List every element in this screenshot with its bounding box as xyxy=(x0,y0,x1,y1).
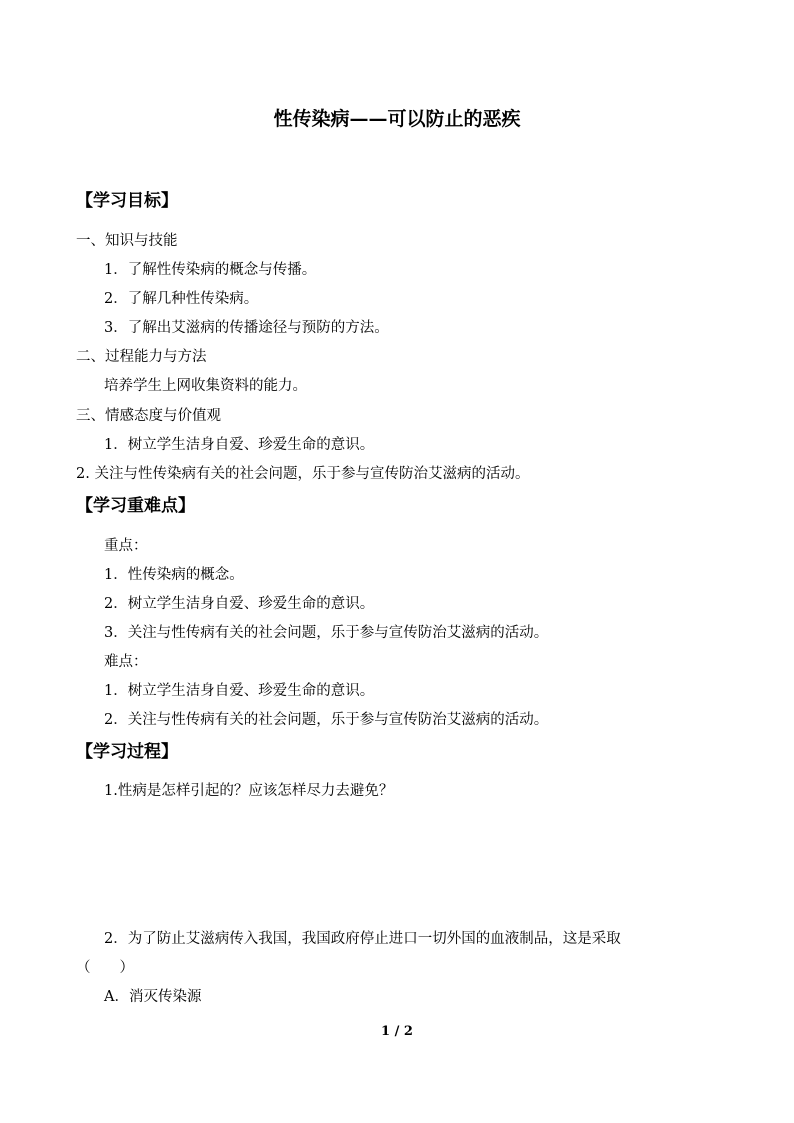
section-attitude-title: 三、情感态度与价值观 xyxy=(76,408,221,424)
section-process-title: 二、过程能力与方法 xyxy=(76,349,207,365)
document-title: 性传染病——可以防止的恶疾 xyxy=(273,108,521,130)
process-text: 培养学生上网收集资料的能力。 xyxy=(104,378,307,394)
key-point-item: 2．树立学生洁身自爱、珍爱生命的意识。 xyxy=(104,596,375,612)
page-number: 1 / 2 xyxy=(381,1024,413,1039)
knowledge-item: 2．了解几种性传染病。 xyxy=(104,291,259,307)
objectives-heading: 【学习目标】 xyxy=(76,191,178,211)
process-heading: 【学习过程】 xyxy=(76,742,178,762)
knowledge-item: 1．了解性传染病的概念与传播。 xyxy=(104,262,317,278)
key-points-label: 重点： xyxy=(104,538,148,554)
keypoints-heading: 【学习重难点】 xyxy=(76,496,195,516)
question-2: 2．为了防止艾滋病传入我国，我国政府停止进口一切外国的血液制品，这是采取 xyxy=(104,931,621,947)
key-point-item: 3．关注与性传病有关的社会问题，乐于参与宣传防治艾滋病的活动。 xyxy=(104,625,549,641)
difficulty-label: 难点： xyxy=(104,654,148,670)
question-2-option-a: A．消灭传染源 xyxy=(104,989,202,1005)
section-knowledge-title: 一、知识与技能 xyxy=(76,233,178,249)
attitude-item: 2. 关注与性传染病有关的社会问题，乐于参与宣传防治艾滋病的活动。 xyxy=(76,466,530,482)
knowledge-item: 3．了解出艾滋病的传播途径与预防的方法。 xyxy=(104,320,389,336)
question-2-answer-blank: （ ） xyxy=(76,960,134,976)
key-point-item: 1．性传染病的概念。 xyxy=(104,567,244,583)
attitude-item: 1．树立学生洁身自爱、珍爱生命的意识。 xyxy=(104,437,375,453)
question-1: 1.性病是怎样引起的？应该怎样尽力去避免？ xyxy=(104,783,394,799)
difficulty-item: 1．树立学生洁身自爱、珍爱生命的意识。 xyxy=(104,683,375,699)
difficulty-item: 2．关注与性传病有关的社会问题，乐于参与宣传防治艾滋病的活动。 xyxy=(104,712,549,728)
